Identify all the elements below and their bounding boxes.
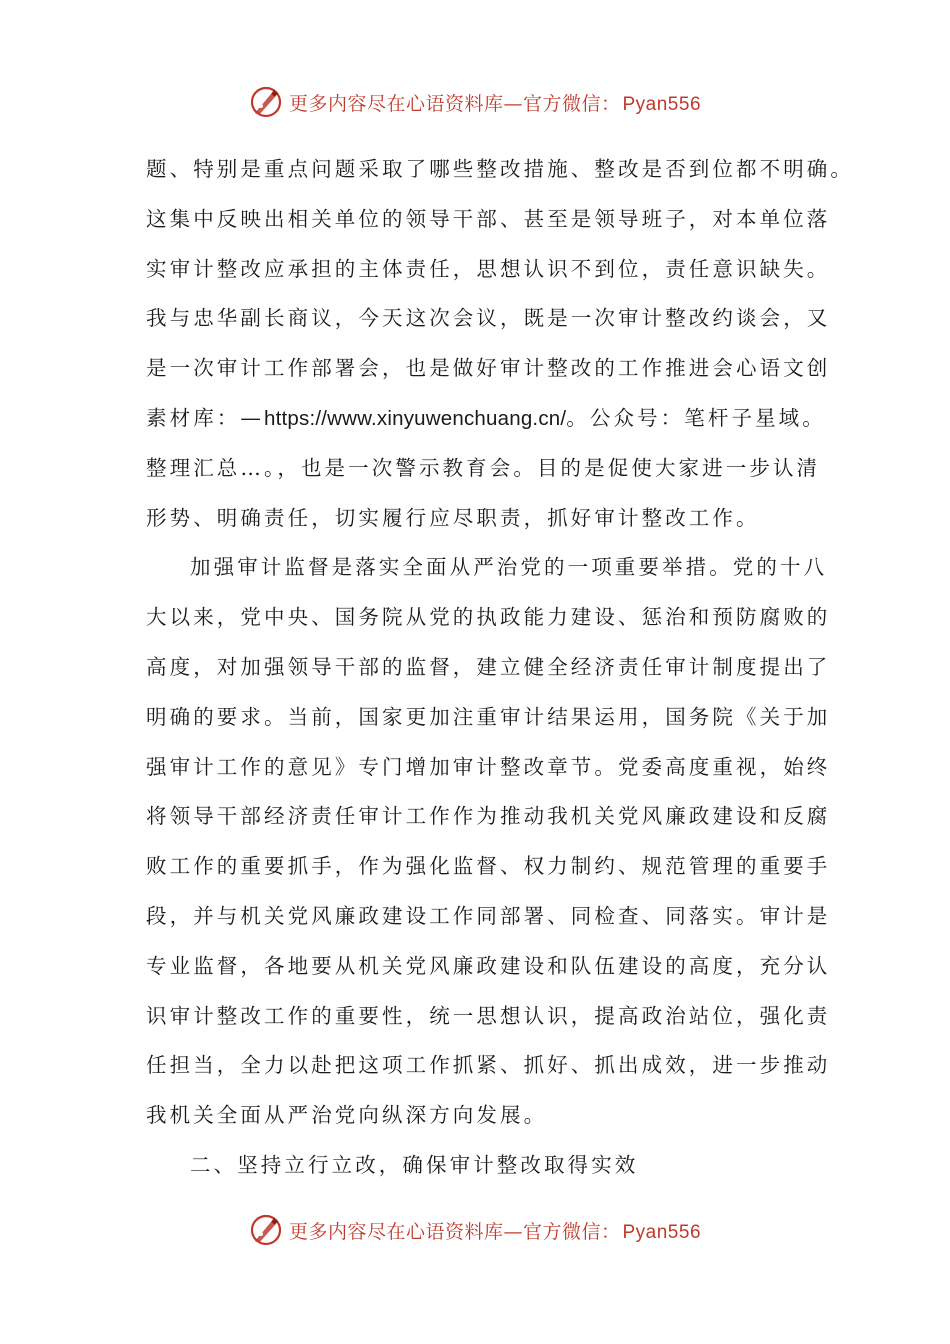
paragraph-line: 这集中反映出相关单位的领导干部、甚至是领导班子，对本单位落 [146,206,831,231]
paragraph-line: 实审计整改应承担的主体责任，思想认识不到位，责任意识缺失。 [146,256,831,281]
paragraph-line: 高度，对加强领导干部的监督，建立健全经济责任审计制度提出了 [146,654,831,679]
paragraph-line: 明确的要求。当前，国家更加注重审计结果运用，国务院《关于加 [146,704,831,729]
paragraph-line: 任担当，全力以赴把这项工作抓紧、抓好、抓出成效，进一步推动 [146,1053,831,1078]
pen-circle-logo-icon [249,1213,283,1247]
paragraph-line: 是一次审计工作部署会，也是做好审计整改的工作推进会心语文创 [146,356,831,381]
paragraph-line: 大以来，党中央、国务院从党的执政能力建设、惩治和预防腐败的 [146,605,831,630]
paragraph-line: 段，并与机关党风廉政建设工作同部署、同检查、同落实。审计是 [146,903,831,928]
footer-watermark [0,1208,950,1252]
paragraph-line: 败工作的重要抓手，作为强化监督、权力制约、规范管理的重要手 [146,854,831,879]
line-suffix: 。公众号：笔杆子星域。 [566,405,826,430]
section-heading: 二、坚持立行立改，确保审计整改取得实效 [190,1152,639,1177]
paragraph-line: 题、特别是重点问题采取了哪些整改措施、整改是否到位都不明确。 [146,157,854,181]
paragraph-line: 加强审计监督是落实全面从严治党的一项重要举措。党的十八 [190,555,828,580]
paragraph-line: 我机关全面从严治党向纵深方向发展。 [146,1103,548,1128]
paragraph-line: 强审计工作的意见》专门增加审计整改章节。党委高度重视，始终 [146,754,831,779]
header-watermark [0,80,950,124]
paragraph-line: 我与忠华副长商议，今天这次会议，既是一次审计整改约谈会，又 [146,306,831,331]
pen-circle-logo-icon [249,85,283,119]
paragraph-line: 识审计整改工作的重要性，统一思想认识，提高政治站位，强化责 [146,1003,831,1028]
paragraph-line-with-url [146,394,826,444]
watermark-handle: Pyan556 [622,1221,702,1243]
watermark-text: 更多内容尽在心语资料库—官方微信： Pyan556 [288,1220,702,1243]
watermark-handle: Pyan556 [622,93,702,115]
watermark-text: 更多内容尽在心语资料库—官方微信： Pyan556 [288,92,702,115]
line-prefix: 素材库：— [146,405,264,430]
website-link[interactable]: https://www.xinyuwenchuang.cn/ [264,406,567,430]
paragraph-line: 将领导干部经济责任审计工作作为推动我机关党风廉政建设和反腐 [146,804,831,829]
document-body [146,145,854,1191]
paragraph-line: 形势、明确责任，切实履行应尽职责，抓好审计整改工作。 [146,505,760,530]
paragraph-line: 专业监督，各地要从机关党风廉政建设和队伍建设的高度，充分认 [146,953,831,978]
paragraph-line: 整理汇总…。，也是一次警示教育会。目的是促使大家进一步认清 [146,455,821,480]
